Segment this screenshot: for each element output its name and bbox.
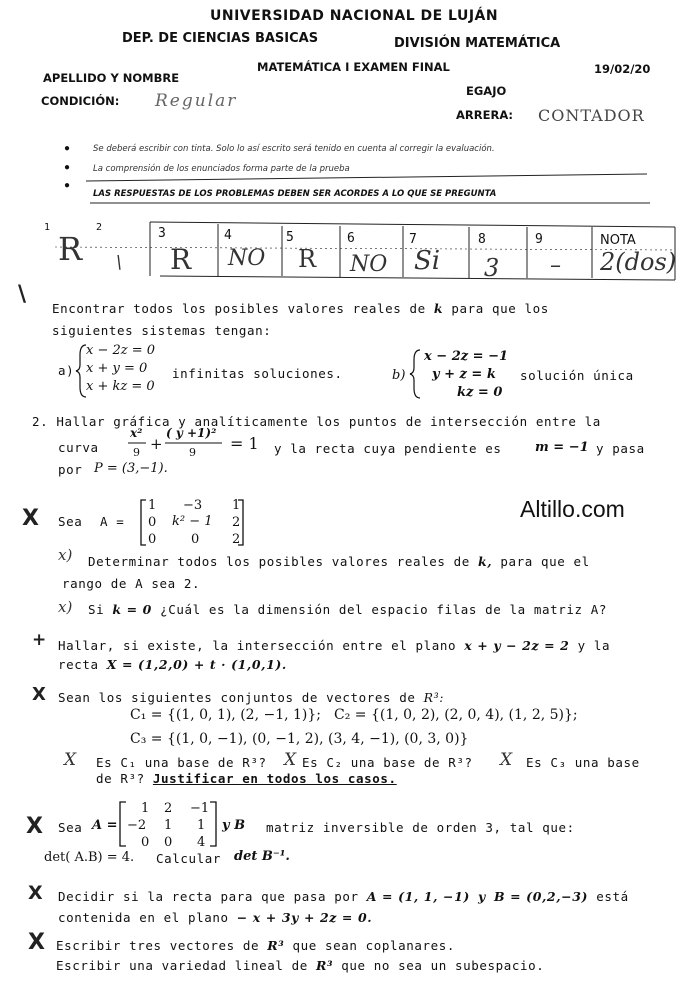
q6-m20: 0 xyxy=(141,835,150,850)
q5-line1: Sean los siguientes conjuntos de vectores de R³: xyxy=(58,690,445,705)
q1-b-eq-2: y + z = k xyxy=(432,367,496,382)
q3-m10: 0 xyxy=(148,515,157,530)
q1-a-eq-2: x + y = 0 xyxy=(86,361,148,376)
q2-point: P = (3,−1). xyxy=(94,461,168,476)
q6-m21: 0 xyxy=(164,835,173,850)
q3-m12: 2 xyxy=(232,515,241,530)
exam-title: MATEMÁTICA I EXAMEN FINAL xyxy=(257,60,450,74)
q3-a-line1: Determinar todos los posibles valores reales de k, para que el xyxy=(88,554,590,569)
university-title: UNIVERSIDAD NACIONAL DE LUJÁN xyxy=(210,8,499,24)
q2-line3: por xyxy=(58,462,83,477)
q5-qb: Es C₂ una base de R³? xyxy=(302,755,473,770)
note-bullet-2: ● xyxy=(64,162,71,173)
q7-line1: Decidir si la recta para que pasa por A = (1, 1, −1) y B = (0,2,−3) está xyxy=(58,889,629,904)
q3-m02: 1 xyxy=(232,498,241,513)
q1-a-eq-3: x + kz = 0 xyxy=(86,379,155,394)
q5-qc: Es C₃ una base xyxy=(526,755,640,770)
grade-mark-2: \ xyxy=(116,252,123,273)
q5-qd: de R³? Justificar en todos los casos. xyxy=(96,771,397,786)
check-mark-q5a: X xyxy=(64,750,77,770)
q4-line2: recta X = (1,2,0) + t · (1,0,1). xyxy=(58,657,287,672)
name-label: APELLIDO Y NOMBRE xyxy=(43,71,180,85)
q3-m00: 1 xyxy=(148,498,157,513)
q2-frac2-num: ( y +1)² xyxy=(166,426,217,440)
q1-a-eq-1: x − 2z = 0 xyxy=(86,343,156,358)
q5-qa: Es C₁ una base de R³? xyxy=(96,755,267,770)
q2-curva: curva xyxy=(58,440,99,455)
q2-frac2-den: 9 xyxy=(189,446,196,459)
watermark: Altillo.com xyxy=(520,496,625,522)
condition-label: CONDICIÓN: xyxy=(41,94,120,108)
q6-m02: −1 xyxy=(190,801,210,816)
grade-header-5: 5 xyxy=(286,230,294,245)
q3-sea: Sea xyxy=(58,514,83,529)
q3-A: A = xyxy=(100,514,125,529)
note-answers: LAS RESPUESTAS DE LOS PROBLEMAS DEBEN SER ACORDES A LO QUE SE PREGUNTA xyxy=(93,189,497,199)
q5-c1: C₁ = {(1, 0, 1), (2, −1, 1)}; xyxy=(130,707,322,723)
grade-header-nota: NOTA xyxy=(600,233,636,248)
check-mark-q8: X xyxy=(28,930,45,955)
grade-value-3: R xyxy=(170,243,192,276)
note-bullet-1: ● xyxy=(64,143,71,154)
q2-slope: m = −1 xyxy=(535,440,589,455)
q6-m11: 1 xyxy=(164,818,173,833)
q2-frac1-num: x² xyxy=(130,426,143,440)
note-ink: Se deberá escribir con tinta. Solo lo así escrito será tenido en cuenta al corregir la evaluación. xyxy=(93,144,495,154)
q2-line1: 2. Hallar gráfica y analíticamente los puntos de intersección entre la xyxy=(32,414,601,429)
q6-calc: Calcular xyxy=(156,851,222,866)
check-mark-q1: \ xyxy=(18,282,27,307)
q1-b-text: solución única xyxy=(520,368,634,383)
note-bullet-3: ● xyxy=(64,180,71,191)
q2-frac1-den: 9 xyxy=(133,446,140,459)
q3-m11: k² − 1 xyxy=(172,514,213,529)
q6-text2: matriz inversible de orden 3, tal que: xyxy=(266,820,575,835)
q3-m21: 0 xyxy=(191,532,200,547)
check-mark-q3: X xyxy=(22,506,39,531)
grade-value-1: R xyxy=(58,230,83,268)
q1-a-label: a) xyxy=(58,363,75,378)
department-title: DEP. DE CIENCIAS BASICAS xyxy=(122,31,319,46)
q3-m01: −3 xyxy=(183,498,203,513)
check-mark-q6: X xyxy=(26,814,43,839)
q4-line1: Hallar, si existe, la intersección entre el plano x + y − 2z = 2 y la xyxy=(58,638,611,653)
q6-m12: 1 xyxy=(197,818,206,833)
check-mark-q3a: x) xyxy=(58,546,73,564)
legajo-label: EGAJO xyxy=(466,84,507,98)
q6-m10: −2 xyxy=(127,818,147,833)
condition-value: Regular xyxy=(155,91,238,111)
q3-m22: 2 xyxy=(232,532,241,547)
grade-header-6: 6 xyxy=(347,231,355,246)
q7-line2: contenida en el plano − x + 3y + 2z = 0. xyxy=(58,910,373,925)
q1-b-eq-1: x − 2z = −1 xyxy=(424,349,509,364)
q8-line1: Escribir tres vectores de R³ que sean coplanares. xyxy=(56,938,456,953)
q5-c3: C₃ = {(1, 0, −1), (0, −1, 2), (3, 4, −1), (0, 3, 0)} xyxy=(130,731,469,747)
q6-det: det( A.B) = 4. xyxy=(44,850,135,865)
division-title: DIVISIÓN MATEMÁTICA xyxy=(394,36,561,51)
q6-A: A = xyxy=(92,818,118,833)
q1-a-text: infinitas soluciones. xyxy=(172,366,343,381)
q8-line2: Escribir una variedad lineal de R³ que no sea un subespacio. xyxy=(56,958,545,973)
grade-header-9: 9 xyxy=(535,232,543,247)
grade-value-4: NO xyxy=(228,246,266,271)
grade-header-2: 2 xyxy=(96,222,103,233)
carrera-label: ARRERA: xyxy=(456,108,514,122)
check-mark-q4: + xyxy=(32,630,47,650)
q1-b-label: b) xyxy=(392,368,406,383)
grade-header-4: 4 xyxy=(224,228,232,243)
check-mark-q7: X xyxy=(28,882,43,904)
q3-m20: 0 xyxy=(148,532,157,547)
grade-value-5: R xyxy=(298,245,317,273)
grade-header-3: 3 xyxy=(158,226,166,241)
q6-m01: 2 xyxy=(164,801,173,816)
q6-detB: det B⁻¹. xyxy=(234,849,290,864)
grade-value-nota: 2(dos) xyxy=(600,248,677,276)
grade-header-8: 8 xyxy=(478,232,486,247)
q2-line2c: y pasa xyxy=(596,441,645,456)
check-mark-q5c: X xyxy=(500,750,513,770)
carrera-value: CONTADOR xyxy=(538,106,645,125)
q3-b-line: Si k = 0 ¿Cuál es la dimensión del espacio filas de la matriz A? xyxy=(88,602,608,617)
grade-value-8: 3 xyxy=(484,254,500,282)
q2-line2b: y la recta cuya pendiente es xyxy=(274,441,502,456)
q3-a-line2: rango de A sea 2. xyxy=(62,576,201,591)
check-mark-q5: X xyxy=(32,684,46,705)
grade-header-1: 1 xyxy=(44,222,51,233)
check-mark-q3b: x) xyxy=(58,598,73,616)
grade-value-7: Si xyxy=(414,246,441,276)
q6-text: y B xyxy=(222,818,246,833)
q1-line2: siguientes sistemas tengan: xyxy=(52,323,272,338)
grade-header-7: 7 xyxy=(409,232,417,247)
q6-m22: 4 xyxy=(197,835,206,850)
grade-value-6: NO xyxy=(350,252,388,277)
exam-date: 19/02/20 xyxy=(594,62,651,76)
check-mark-q5b: X xyxy=(284,750,297,770)
q1-line1: Encontrar todos los posibles valores reales de k para que los xyxy=(52,301,549,316)
q6-sea: Sea xyxy=(58,820,83,835)
q6-m00: 1 xyxy=(141,801,150,816)
grade-value-9: – xyxy=(550,253,561,278)
q2-plus: + xyxy=(150,435,163,453)
q1-b-eq-3: kz = 0 xyxy=(457,385,503,400)
note-comprehension: La comprensión de los enunciados forma parte de la prueba xyxy=(93,164,350,174)
q2-eq: = 1 xyxy=(230,434,259,453)
q5-c2: C₂ = {(1, 0, 2), (2, 0, 4), (1, 2, 5)}; xyxy=(334,707,578,723)
